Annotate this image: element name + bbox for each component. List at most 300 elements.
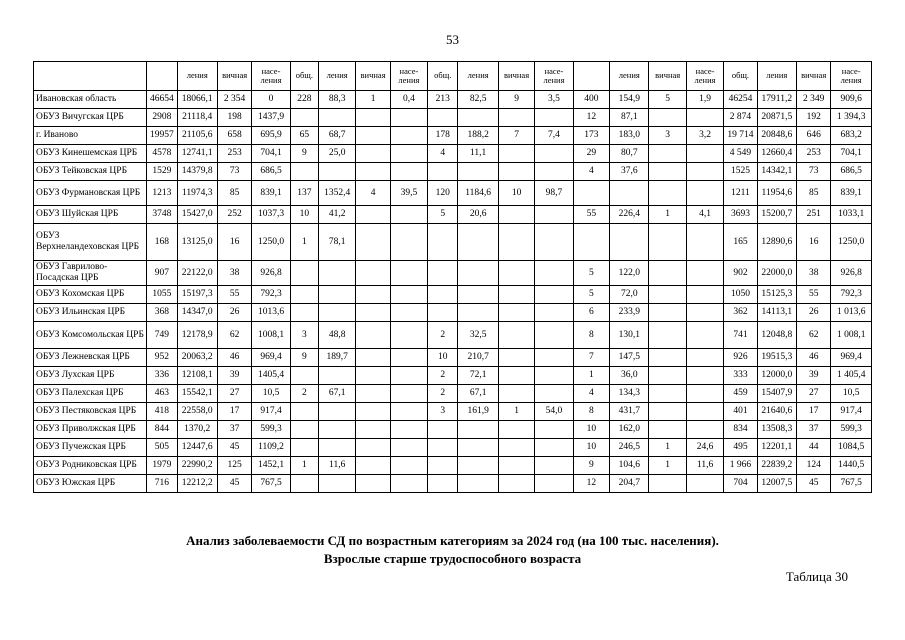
table-row — [34, 286, 872, 304]
value-cell: 907 — [147, 261, 177, 286]
value-cell — [649, 403, 686, 421]
value-cell: 5 — [573, 261, 609, 286]
header-cell: насе-ления — [390, 62, 427, 91]
value-cell: 44 — [797, 439, 831, 457]
institution-name-cell: ОБУЗ Шуйская ЦРБ — [34, 206, 147, 224]
value-cell: 4578 — [147, 145, 177, 163]
value-cell: 27 — [217, 385, 251, 403]
value-cell — [390, 349, 427, 367]
value-cell — [686, 304, 723, 322]
value-cell: 401 — [724, 403, 757, 421]
value-cell — [535, 163, 573, 181]
value-cell: 5 — [649, 91, 686, 109]
value-cell: 646 — [797, 127, 831, 145]
value-cell — [649, 385, 686, 403]
value-cell — [319, 475, 356, 493]
value-cell — [498, 322, 534, 349]
value-cell: 178 — [428, 127, 458, 145]
value-cell: 39,5 — [390, 181, 427, 206]
value-cell: 45 — [217, 475, 251, 493]
value-cell: 7,4 — [535, 127, 573, 145]
value-cell: 0 — [252, 91, 290, 109]
value-cell: 12178,9 — [177, 322, 217, 349]
value-cell: 67,1 — [458, 385, 498, 403]
value-cell: 183,0 — [610, 127, 649, 145]
value-cell: 137 — [290, 181, 318, 206]
value-cell: 15125,3 — [757, 286, 796, 304]
value-cell — [573, 181, 609, 206]
value-cell — [319, 109, 356, 127]
value-cell — [356, 224, 390, 261]
value-cell: 16 — [797, 224, 831, 261]
value-cell — [319, 304, 356, 322]
value-cell — [498, 109, 534, 127]
value-cell: 14342,1 — [757, 163, 796, 181]
value-cell: 459 — [724, 385, 757, 403]
value-cell — [290, 163, 318, 181]
value-cell: 46254 — [724, 91, 757, 109]
value-cell — [428, 475, 458, 493]
table-row — [34, 91, 872, 109]
value-cell — [649, 322, 686, 349]
value-cell — [498, 304, 534, 322]
value-cell — [686, 403, 723, 421]
value-cell: 599,3 — [252, 421, 290, 439]
value-cell: 368 — [147, 304, 177, 322]
table-row — [34, 475, 872, 493]
value-cell: 10 — [573, 421, 609, 439]
value-cell — [535, 206, 573, 224]
value-cell: 72,1 — [458, 367, 498, 385]
table-row — [34, 367, 872, 385]
value-cell: 3 — [649, 127, 686, 145]
header-cell: вичная — [797, 62, 831, 91]
value-cell: 55 — [217, 286, 251, 304]
value-cell — [356, 206, 390, 224]
value-cell: 5 — [573, 286, 609, 304]
value-cell: 0,4 — [390, 91, 427, 109]
value-cell — [498, 439, 534, 457]
value-cell: 15427,0 — [177, 206, 217, 224]
value-cell: 767,5 — [831, 475, 872, 493]
table-header-row — [34, 62, 872, 91]
value-cell: 67,1 — [319, 385, 356, 403]
value-cell — [390, 224, 427, 261]
value-cell: 495 — [724, 439, 757, 457]
value-cell — [356, 439, 390, 457]
value-cell: 767,5 — [252, 475, 290, 493]
value-cell: 686,5 — [252, 163, 290, 181]
value-cell — [535, 475, 573, 493]
value-cell: 1211 — [724, 181, 757, 206]
value-cell: 4 — [573, 385, 609, 403]
value-cell: 9 — [573, 457, 609, 475]
value-cell: 1440,5 — [831, 457, 872, 475]
value-cell: 4 — [428, 145, 458, 163]
value-cell — [573, 224, 609, 261]
value-cell: 2 — [428, 322, 458, 349]
value-cell: 65 — [290, 127, 318, 145]
value-cell — [390, 145, 427, 163]
value-cell — [686, 109, 723, 127]
value-cell: 1 013,6 — [831, 304, 872, 322]
value-cell: 147,5 — [610, 349, 649, 367]
value-cell: 124 — [797, 457, 831, 475]
value-cell: 29 — [573, 145, 609, 163]
header-cell: общ. — [428, 62, 458, 91]
value-cell: 6 — [573, 304, 609, 322]
value-cell — [498, 286, 534, 304]
value-cell: 22558,0 — [177, 403, 217, 421]
value-cell: 1084,5 — [831, 439, 872, 457]
value-cell: 8 — [573, 403, 609, 421]
value-cell — [356, 403, 390, 421]
value-cell: 226,4 — [610, 206, 649, 224]
value-cell: 1 — [356, 91, 390, 109]
value-cell: 37 — [217, 421, 251, 439]
page-number: 53 — [446, 32, 459, 47]
value-cell: 4 — [573, 163, 609, 181]
value-cell — [356, 367, 390, 385]
value-cell: 909,6 — [831, 91, 872, 109]
value-cell: 72,0 — [610, 286, 649, 304]
institution-name-cell: Ивановская область — [34, 91, 147, 109]
value-cell — [319, 421, 356, 439]
value-cell: 168 — [147, 224, 177, 261]
value-cell — [535, 224, 573, 261]
value-cell: 15542,1 — [177, 385, 217, 403]
value-cell — [686, 367, 723, 385]
value-cell: 926,8 — [831, 261, 872, 286]
value-cell: 104,6 — [610, 457, 649, 475]
value-cell: 21640,6 — [757, 403, 796, 421]
value-cell: 38 — [217, 261, 251, 286]
value-cell — [390, 109, 427, 127]
value-cell: 3693 — [724, 206, 757, 224]
value-cell — [649, 163, 686, 181]
value-cell — [535, 421, 573, 439]
value-cell: 839,1 — [831, 181, 872, 206]
value-cell: 32,5 — [458, 322, 498, 349]
value-cell: 12 — [573, 109, 609, 127]
value-cell — [649, 286, 686, 304]
value-cell: 4 549 — [724, 145, 757, 163]
value-cell — [290, 261, 318, 286]
value-cell: 19 714 — [724, 127, 757, 145]
value-cell — [356, 163, 390, 181]
value-cell: 839,1 — [252, 181, 290, 206]
caption-title: Анализ заболеваемости СД по возрастным категориям за 2024 год (на 100 тыс. населения). — [186, 533, 719, 548]
value-cell: 926,8 — [252, 261, 290, 286]
value-cell: 36,0 — [610, 367, 649, 385]
institution-name-cell: ОБУЗ Фурмановская ЦРБ — [34, 181, 147, 206]
value-cell: 210,7 — [458, 349, 498, 367]
value-cell: 37,6 — [610, 163, 649, 181]
value-cell: 22122,0 — [177, 261, 217, 286]
value-cell: 4,1 — [686, 206, 723, 224]
value-cell — [319, 439, 356, 457]
value-cell: 189,7 — [319, 349, 356, 367]
value-cell — [498, 261, 534, 286]
value-cell: 20871,5 — [757, 109, 796, 127]
value-cell: 15200,7 — [757, 206, 796, 224]
value-cell: 5 — [428, 206, 458, 224]
value-cell — [458, 286, 498, 304]
value-cell: 161,9 — [458, 403, 498, 421]
value-cell — [428, 261, 458, 286]
value-cell: 12 — [573, 475, 609, 493]
value-cell — [356, 322, 390, 349]
value-cell — [649, 304, 686, 322]
header-cell: ления — [610, 62, 649, 91]
table-label: Таблица 30 — [785, 569, 848, 584]
value-cell: 10 — [428, 349, 458, 367]
value-cell — [535, 322, 573, 349]
header-cell: общ. — [290, 62, 318, 91]
value-cell: 792,3 — [252, 286, 290, 304]
value-cell: 26 — [797, 304, 831, 322]
value-cell — [290, 475, 318, 493]
value-cell: 9 — [498, 91, 534, 109]
value-cell — [356, 304, 390, 322]
institution-name-cell: ОБУЗ Вичугская ЦРБ — [34, 109, 147, 127]
value-cell: 1033,1 — [831, 206, 872, 224]
value-cell — [498, 224, 534, 261]
value-cell: 46 — [797, 349, 831, 367]
value-cell — [356, 145, 390, 163]
value-cell — [290, 403, 318, 421]
table-row — [34, 109, 872, 127]
value-cell — [649, 109, 686, 127]
header-cell: вичная — [356, 62, 390, 91]
value-cell: 3,5 — [535, 91, 573, 109]
table-row — [34, 457, 872, 475]
value-cell: 122,0 — [610, 261, 649, 286]
value-cell: 952 — [147, 349, 177, 367]
institution-name-cell: ОБУЗ Кинешемская ЦРБ — [34, 145, 147, 163]
value-cell — [498, 206, 534, 224]
value-cell — [610, 181, 649, 206]
value-cell — [686, 163, 723, 181]
value-cell: 2 874 — [724, 109, 757, 127]
header-cell: вичная — [498, 62, 534, 91]
value-cell: 1037,3 — [252, 206, 290, 224]
value-cell: 251 — [797, 206, 831, 224]
value-cell — [390, 475, 427, 493]
value-cell: 336 — [147, 367, 177, 385]
value-cell: 2908 — [147, 109, 177, 127]
table-row — [34, 261, 872, 286]
header-cell: насе-ления — [535, 62, 573, 91]
value-cell — [428, 286, 458, 304]
value-cell: 400 — [573, 91, 609, 109]
institution-name-cell: ОБУЗ Верхнеландеховская ЦРБ — [34, 224, 147, 261]
value-cell: 20,6 — [458, 206, 498, 224]
header-cell: вичная — [217, 62, 251, 91]
value-cell — [356, 385, 390, 403]
value-cell: 253 — [217, 145, 251, 163]
value-cell: 88,3 — [319, 91, 356, 109]
value-cell — [290, 421, 318, 439]
value-cell: 213 — [428, 91, 458, 109]
value-cell — [458, 163, 498, 181]
morbidity-table — [33, 61, 872, 493]
value-cell — [649, 224, 686, 261]
value-cell: 39 — [217, 367, 251, 385]
value-cell — [428, 224, 458, 261]
value-cell — [535, 457, 573, 475]
header-cell: ления — [458, 62, 498, 91]
table-row — [34, 206, 872, 224]
value-cell — [535, 145, 573, 163]
value-cell — [498, 163, 534, 181]
value-cell: 12660,4 — [757, 145, 796, 163]
value-cell: 12000,0 — [757, 367, 796, 385]
value-cell: 11,1 — [458, 145, 498, 163]
value-cell — [390, 286, 427, 304]
institution-name-cell: ОБУЗ Гаврилово-Посадская ЦРБ — [34, 261, 147, 286]
value-cell — [610, 224, 649, 261]
value-cell: 188,2 — [458, 127, 498, 145]
value-cell: 14379,8 — [177, 163, 217, 181]
value-cell: 658 — [217, 127, 251, 145]
header-cell: ления — [177, 62, 217, 91]
value-cell — [535, 109, 573, 127]
table-row — [34, 439, 872, 457]
value-cell — [686, 385, 723, 403]
value-cell: 17 — [797, 403, 831, 421]
value-cell: 834 — [724, 421, 757, 439]
value-cell: 73 — [217, 163, 251, 181]
value-cell: 917,4 — [831, 403, 872, 421]
value-cell — [686, 145, 723, 163]
value-cell: 246,5 — [610, 439, 649, 457]
value-cell: 39 — [797, 367, 831, 385]
value-cell: 8 — [573, 322, 609, 349]
value-cell: 9 — [290, 349, 318, 367]
header-cell: ления — [319, 62, 356, 91]
value-cell: 505 — [147, 439, 177, 457]
value-cell: 11,6 — [319, 457, 356, 475]
value-cell — [498, 457, 534, 475]
value-cell — [535, 304, 573, 322]
value-cell: 969,4 — [831, 349, 872, 367]
value-cell: 16 — [217, 224, 251, 261]
table-row — [34, 385, 872, 403]
value-cell — [428, 457, 458, 475]
value-cell: 85 — [217, 181, 251, 206]
value-cell: 12007,5 — [757, 475, 796, 493]
value-cell — [319, 367, 356, 385]
value-cell: 1452,1 — [252, 457, 290, 475]
value-cell: 2 354 — [217, 91, 251, 109]
value-cell: 62 — [217, 322, 251, 349]
value-cell: 45 — [217, 439, 251, 457]
value-cell: 87,1 — [610, 109, 649, 127]
value-cell: 1 405,4 — [831, 367, 872, 385]
value-cell: 704,1 — [252, 145, 290, 163]
value-cell — [535, 385, 573, 403]
value-cell — [458, 421, 498, 439]
value-cell: 7 — [498, 127, 534, 145]
value-cell: 10 — [573, 439, 609, 457]
value-cell: 165 — [724, 224, 757, 261]
value-cell — [458, 475, 498, 493]
value-cell: 11974,3 — [177, 181, 217, 206]
value-cell: 37 — [797, 421, 831, 439]
value-cell: 26 — [217, 304, 251, 322]
value-cell — [686, 322, 723, 349]
value-cell: 3 — [428, 403, 458, 421]
value-cell: 82,5 — [458, 91, 498, 109]
value-cell — [498, 349, 534, 367]
value-cell — [390, 439, 427, 457]
value-cell — [535, 367, 573, 385]
value-cell — [498, 385, 534, 403]
value-cell — [390, 385, 427, 403]
value-cell — [458, 224, 498, 261]
value-cell: 27 — [797, 385, 831, 403]
value-cell: 162,0 — [610, 421, 649, 439]
institution-name-cell: ОБУЗ Пучежская ЦРБ — [34, 439, 147, 457]
value-cell: 20063,2 — [177, 349, 217, 367]
value-cell: 192 — [797, 109, 831, 127]
value-cell: 22990,2 — [177, 457, 217, 475]
header-cell: насе-ления — [831, 62, 872, 91]
value-cell: 2 349 — [797, 91, 831, 109]
table-row — [34, 181, 872, 206]
value-cell: 1352,4 — [319, 181, 356, 206]
value-cell — [356, 109, 390, 127]
value-cell: 73 — [797, 163, 831, 181]
value-cell: 14113,1 — [757, 304, 796, 322]
value-cell: 48,8 — [319, 322, 356, 349]
value-cell: 17911,2 — [757, 91, 796, 109]
value-cell — [428, 163, 458, 181]
value-cell: 686,5 — [831, 163, 872, 181]
value-cell — [390, 403, 427, 421]
value-cell: 704,1 — [831, 145, 872, 163]
value-cell: 3 — [290, 322, 318, 349]
value-cell: 21118,4 — [177, 109, 217, 127]
value-cell — [686, 181, 723, 206]
table-row — [34, 304, 872, 322]
value-cell: 12447,6 — [177, 439, 217, 457]
value-cell — [390, 421, 427, 439]
value-cell: 198 — [217, 109, 251, 127]
value-cell — [458, 439, 498, 457]
value-cell: 15407,9 — [757, 385, 796, 403]
value-cell: 1 — [290, 224, 318, 261]
value-cell: 12108,1 — [177, 367, 217, 385]
value-cell: 2 — [428, 367, 458, 385]
value-cell — [390, 457, 427, 475]
institution-name-cell: ОБУЗ Родниковская ЦРБ — [34, 457, 147, 475]
value-cell: 917,4 — [252, 403, 290, 421]
value-cell: 1370,2 — [177, 421, 217, 439]
value-cell — [649, 181, 686, 206]
value-cell: 46 — [217, 349, 251, 367]
value-cell: 1405,4 — [252, 367, 290, 385]
table-row — [34, 421, 872, 439]
value-cell — [686, 261, 723, 286]
value-cell: 792,3 — [831, 286, 872, 304]
value-cell: 1 — [290, 457, 318, 475]
value-cell: 844 — [147, 421, 177, 439]
value-cell: 11954,6 — [757, 181, 796, 206]
value-cell: 3,2 — [686, 127, 723, 145]
table-row — [34, 403, 872, 421]
